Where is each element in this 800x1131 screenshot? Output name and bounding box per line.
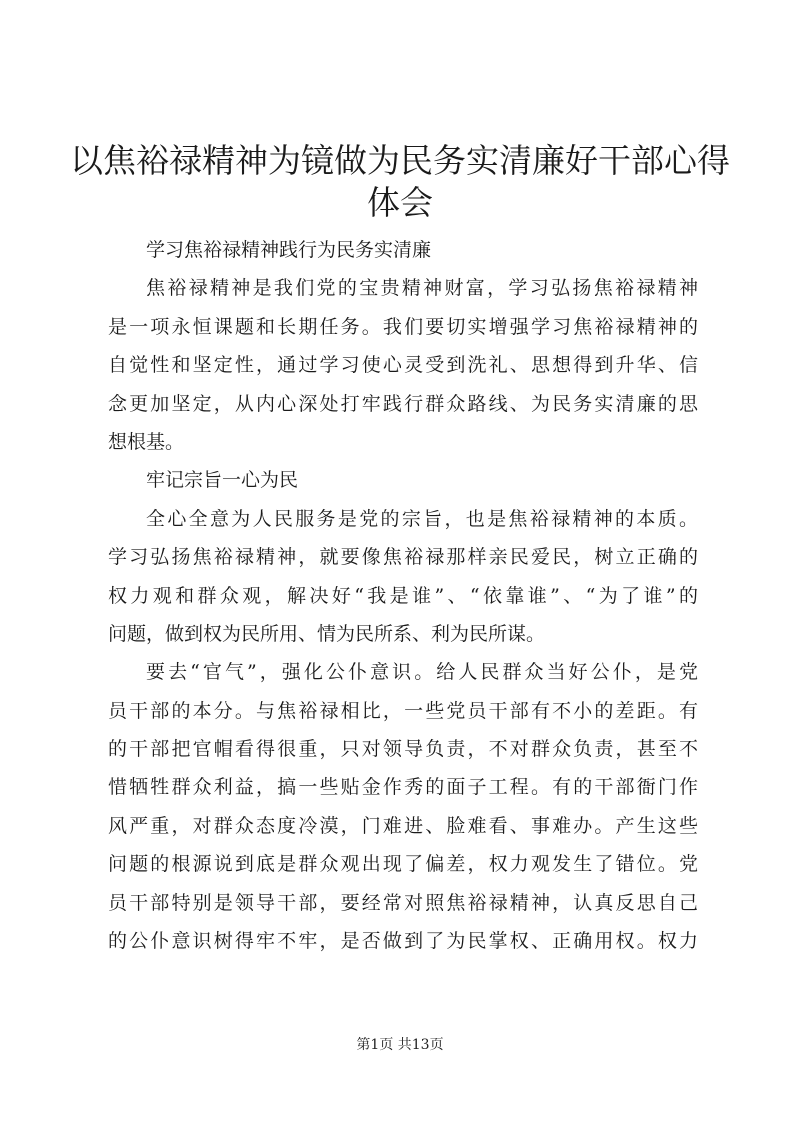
document-body: [108, 231, 698, 960]
paragraph-3-line-7: 员干部特别是领导干部，要经常对照焦裕禄精神，认真反思自己: [108, 891, 698, 914]
paragraph-1-line-5: 想根基。: [108, 430, 185, 453]
paragraph-3-line-4: 惜牺牲群众利益，搞一些贴金作秀的面子工程。有的干部衙门作: [108, 776, 698, 799]
paragraph-1-line-3: 自觉性和坚定性，通过学习使心灵受到洗礼、思想得到升华、信: [108, 354, 698, 377]
page-number-footer: 第1页 共13页: [356, 1037, 444, 1053]
paragraph-2-line-2: 学习弘扬焦裕禄精神，就要像焦裕禄那样亲民爱民，树立正确的: [108, 546, 698, 569]
paragraph-2-line-3: 权力观和群众观，解决好“我是谁”、“依靠谁”、“为了谁”的: [108, 584, 698, 607]
paragraph-3-line-2: 员干部的本分。与焦裕禄相比，一些党员干部有不小的差距。有: [108, 699, 698, 722]
section-heading-2: 牢记宗旨一心为民: [146, 469, 299, 492]
paragraph-3-line-3: 的干部把官帽看得很重，只对领导负责，不对群众负责，甚至不: [108, 738, 698, 761]
document-title: [0, 140, 800, 224]
paragraph-3-line-6: 问题的根源说到底是群众观出现了偏差，权力观发生了错位。党: [108, 853, 698, 876]
paragraph-3-line-8: 的公仆意识树得牢不牢，是否做到了为民掌权、正确用权。权力: [108, 930, 698, 953]
paragraph-3-line-5: 风严重，对群众态度冷漠，门难进、脸难看、事难办。产生这些: [108, 814, 698, 837]
paragraph-2-line-1: 全心全意为人民服务是党的宗旨，也是焦裕禄精神的本质。: [146, 507, 698, 530]
paragraph-1-line-1: 焦裕禄精神是我们党的宝贵精神财富，学习弘扬焦裕禄精神: [146, 277, 698, 300]
title-line-2: 体会: [367, 183, 433, 222]
section-heading-1: 学习焦裕禄精神践行为民务实清廉: [146, 239, 432, 261]
paragraph-1-line-2: 是一项永恒课题和长期任务。我们要切实增强学习焦裕禄精神的: [108, 315, 698, 338]
paragraph-1-line-4: 念更加坚定，从内心深处打牢践行群众路线、为民务实清廉的思: [108, 392, 698, 415]
title-line-1: 以焦裕禄精神为镜做为民务实清廉好干部心得: [70, 141, 730, 180]
paragraph-2-line-4: 问题，做到权为民所用、情为民所系、利为民所谋。: [108, 622, 546, 645]
paragraph-3-line-1: 要去“官气”，强化公仆意识。给人民群众当好公仆，是党: [146, 661, 698, 684]
